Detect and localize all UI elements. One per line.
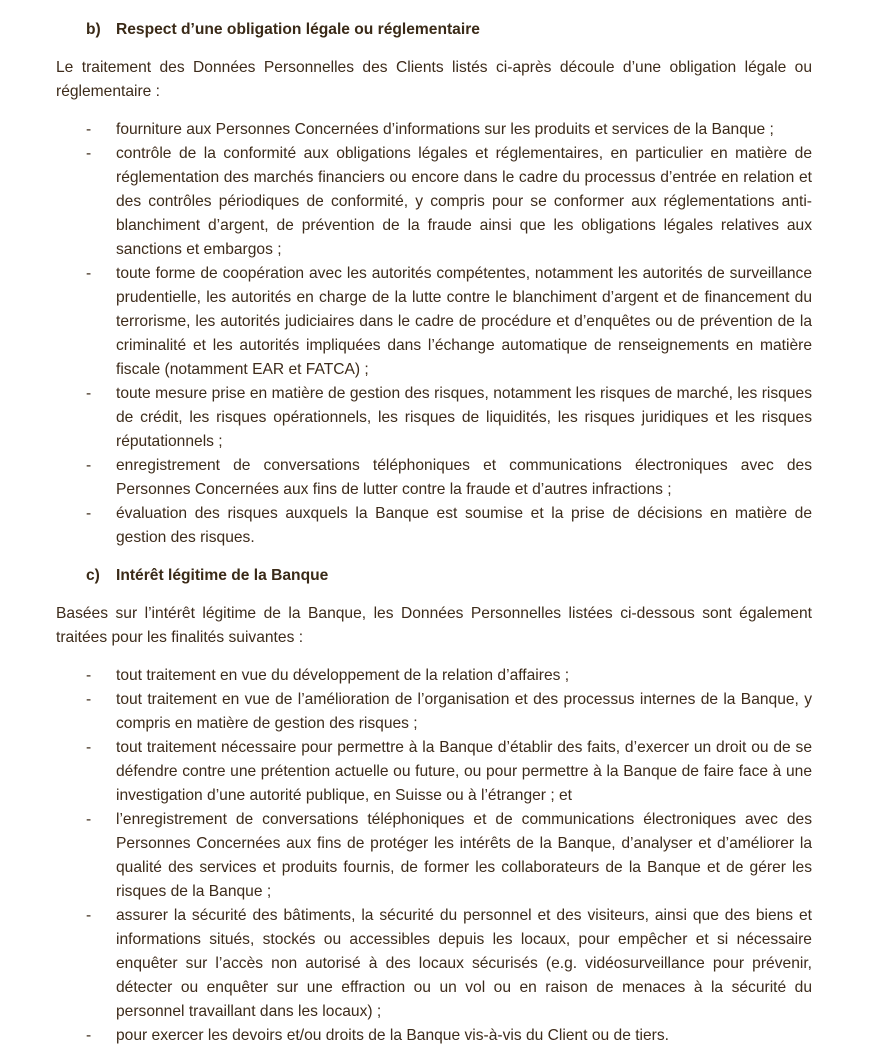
bullet-dash: - [86,1027,92,1044]
section-c-list [56,664,812,1048]
section-c-title: Intérêt légitime de la Banque [116,567,329,584]
section-b-title: Respect d’une obligation légale ou réglementaire [116,21,480,38]
list-item [56,664,812,688]
bullet-dash: - [86,811,92,828]
section-b-letter: b) [86,21,101,38]
list-item-text: contrôle de la conformité aux obligations légales et réglementaires, en particulier en matière de réglementation des marchés financiers ou encore dans le cadre du processus d’entrée en relation et des contrôles périodiques de conformité, y compris pour se conformer aux réglementations anti-blanchiment d’argent, de prévention de la fraude ainsi que les obligations légales relatives aux sanctions et embargos ; [116,145,812,258]
list-item [56,118,812,142]
list-item-text: toute mesure prise en matière de gestion des risques, notamment les risques de marché, les risques de crédit, les risques opérationnels, les risques de liquidités, les risques juridiques et les risques réputationnels ; [116,385,812,450]
list-item-text: tout traitement en vue du développement de la relation d’affaires ; [116,667,570,684]
section-b-list [56,118,812,550]
bullet-dash: - [86,457,92,474]
bullet-dash: - [86,145,92,162]
list-item [56,502,812,550]
bullet-dash: - [86,691,92,708]
list-item [56,808,812,904]
list-item-text: l’enregistrement de conversations téléphoniques et de communications électroniques avec des Personnes Concernées aux fins de protéger les intérêts de la Banque, d’analyser et d’améliorer la qualité des services et produits fournis, de former les collaborateurs de la Banque et de gérer les risques de la Banque ; [116,811,812,900]
section-b-heading [86,18,812,42]
list-item [56,688,812,736]
list-item-text: pour exercer les devoirs et/ou droits de la Banque vis-à-vis du Client ou de tiers. [116,1027,669,1044]
list-item-text: tout traitement nécessaire pour permettre à la Banque d’établir des faits, d’exercer un droit ou de se défendre contre une prétention actuelle ou future, ou pour permettre à la Banque de faire face à une investigation d’une autorité publique, en Suisse ou à l’étranger ; et [116,739,812,804]
bullet-dash: - [86,265,92,282]
bullet-dash: - [86,121,92,138]
bullet-dash: - [86,907,92,924]
bullet-dash: - [86,385,92,402]
bullet-dash: - [86,667,92,684]
list-item [56,736,812,808]
list-item [56,1024,812,1048]
list-item-text: évaluation des risques auxquels la Banque est soumise et la prise de décisions en matière de gestion des risques. [116,505,812,546]
section-b-intro: Le traitement des Données Personnelles des Clients listés ci-après découle d’une obligation légale ou réglementaire : [56,59,812,100]
section-c-letter: c) [86,567,100,584]
list-item-text: fourniture aux Personnes Concernées d’informations sur les produits et services de la Banque ; [116,121,774,138]
bullet-dash: - [86,505,92,522]
section-c-heading [86,564,812,588]
list-item-text: tout traitement en vue de l’amélioration de l’organisation et des processus internes de la Banque, y compris en matière de gestion des risques ; [116,691,812,732]
list-item [56,262,812,382]
list-item [56,454,812,502]
list-item-text: toute forme de coopération avec les autorités compétentes, notamment les autorités de surveillance prudentielle, les autorités en charge de la lutte contre le blanchiment d’argent et de financement du terrorisme, les autorités judiciaires dans le cadre de procédure et d’enquêtes ou de prévention de la criminalité et les autorités impliquées dans l’échange automatique de renseignements en matière fiscale (notamment EAR et FATCA) ; [116,265,812,378]
list-item [56,904,812,1024]
list-item-text: enregistrement de conversations téléphoniques et communications électroniques avec des Personnes Concernées aux fins de lutter contre la fraude et d’autres infractions ; [116,457,812,498]
bullet-dash: - [86,739,92,756]
section-c-intro: Basées sur l’intérêt légitime de la Banque, les Données Personnelles listées ci-dessous sont également traitées pour les finalités suivantes : [56,605,812,646]
list-item [56,382,812,454]
list-item-text: assurer la sécurité des bâtiments, la sécurité du personnel et des visiteurs, ainsi que des biens et informations situés, stockés ou accessibles depuis les locaux, pour empêcher et si nécessaire enquêter sur l’accès non autorisé à des locaux sécurisés (e.g. vidéosurveillance pour prévenir, détecter ou enquêter sur une effraction ou un vol ou en raison de menaces à la sécurité du personnel travaillant dans les locaux) ; [116,907,812,1020]
list-item [56,142,812,262]
